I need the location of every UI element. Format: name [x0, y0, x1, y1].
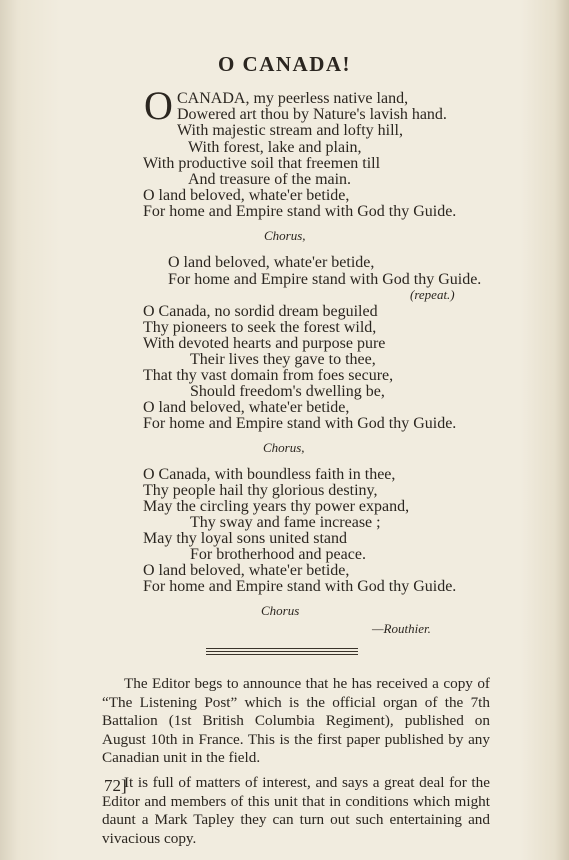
- attribution: —Routhier.: [372, 621, 431, 636]
- verse-line: For home and Empire stand with God thy Guide.: [143, 203, 457, 220]
- verse-line: For home and Empire stand with God thy Guide.: [168, 271, 482, 288]
- verse-line: And treasure of the main.: [188, 171, 352, 188]
- verse-line: O Canada, no sordid dream beguiled: [143, 303, 378, 320]
- verse-line: O land beloved, whate'er betide,: [143, 187, 350, 204]
- verse-line: Thy pioneers to seek the forest wild,: [143, 319, 377, 336]
- verse-line: Their lives they gave to thee,: [190, 351, 376, 368]
- verse-line: CANADA, my peerless native land,: [177, 90, 409, 107]
- verse-line: With majestic stream and lofty hill,: [177, 122, 403, 139]
- verse-line: O land beloved, whate'er betide,: [143, 562, 350, 579]
- chorus-label: Chorus: [261, 603, 300, 618]
- verse-line: That thy vast domain from foes secure,: [143, 367, 394, 384]
- verse-line: For home and Empire stand with God thy Guide.: [143, 578, 457, 595]
- verse-line: May the circling years thy power expand,: [143, 498, 410, 515]
- verse-line: Thy sway and fame increase ;: [190, 514, 381, 531]
- verse-line: O land beloved, whate'er betide,: [143, 399, 350, 416]
- verse-line: O Canada, with boundless faith in thee,: [143, 466, 396, 483]
- verse-line: May thy loyal sons united stand: [143, 530, 347, 547]
- verse-line: O land beloved, whate'er betide,: [168, 254, 375, 271]
- verse-line: With forest, lake and plain,: [188, 139, 362, 156]
- chorus-label: Chorus,: [264, 228, 306, 243]
- chorus-label: Chorus,: [263, 440, 305, 455]
- divider-rule: [206, 648, 358, 649]
- paragraph: It is full of matters of interest, and says a great deal for the Editor and members of this unit that in conditions which might daunt a Mark Tapley they can turn out such entertaining and vivacious copy.: [102, 773, 490, 847]
- paragraph: The Editor begs to announce that he has received a copy of “The Listening Post” which is the official organ of the 7th Battalion (1st British Columbia Regiment), published on August 10th in France. This is the first paper published by any Canadian unit in the field.: [102, 675, 490, 767]
- poem-title: O CANADA!: [217, 52, 352, 76]
- verse-line: For home and Empire stand with God thy Guide.: [143, 415, 457, 432]
- divider-rule: [206, 654, 358, 655]
- drop-cap: O: [144, 83, 173, 128]
- editor-notice: [102, 675, 490, 848]
- verse-line: Should freedom's dwelling be,: [190, 383, 385, 400]
- repeat-note: (repeat.): [410, 287, 455, 302]
- page-number: 72]: [104, 776, 127, 795]
- divider-rule: [206, 651, 358, 652]
- verse-line: Dowered art thou by Nature's lavish hand.: [177, 106, 447, 123]
- verse-line: With productive soil that freemen till: [143, 155, 381, 172]
- verse-line: With devoted hearts and purpose pure: [143, 335, 386, 352]
- verse-line: Thy people hail thy glorious destiny,: [143, 482, 378, 499]
- verse-line: For brotherhood and peace.: [190, 546, 366, 563]
